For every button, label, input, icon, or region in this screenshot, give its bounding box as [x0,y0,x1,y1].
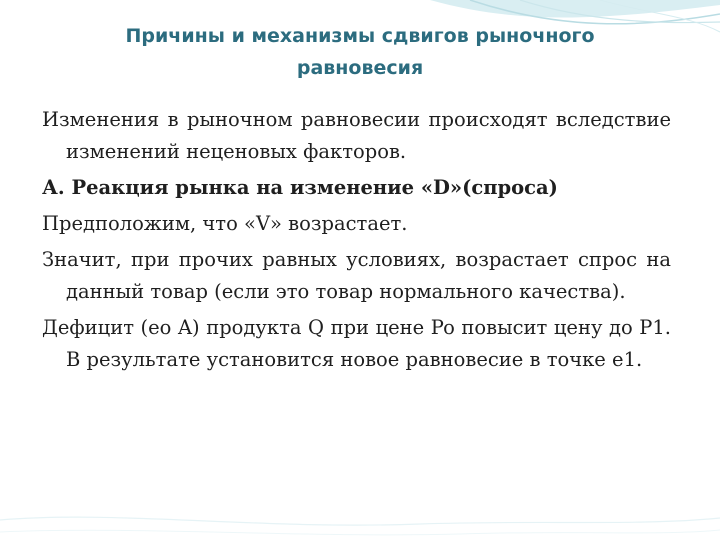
slide-body [42,104,671,380]
paragraph-intro: Изменения в рыночном равновесии происходят вследствие изменений неценовых факторов. [42,108,671,163]
paragraph-deficit: Дефицит (eo A) продукта Q при цене Po повысит цену до P1. В результате установится новое равновесие в точке e1. [42,316,671,371]
slide-title: Причины и механизмы сдвигов рыночного равновесия [125,25,595,79]
paragraph-heading-a: А. Реакция рынка на изменение «D»(спроса) [42,176,558,199]
paragraph-assumption: Предположим, что «V» возрастает. [42,212,408,235]
paragraph-demand-increase: Значит, при прочих равных условиях, возрастает спрос на данный товар (если это товар нормального качества). [42,248,671,303]
bottom-wave-decoration [0,480,720,540]
